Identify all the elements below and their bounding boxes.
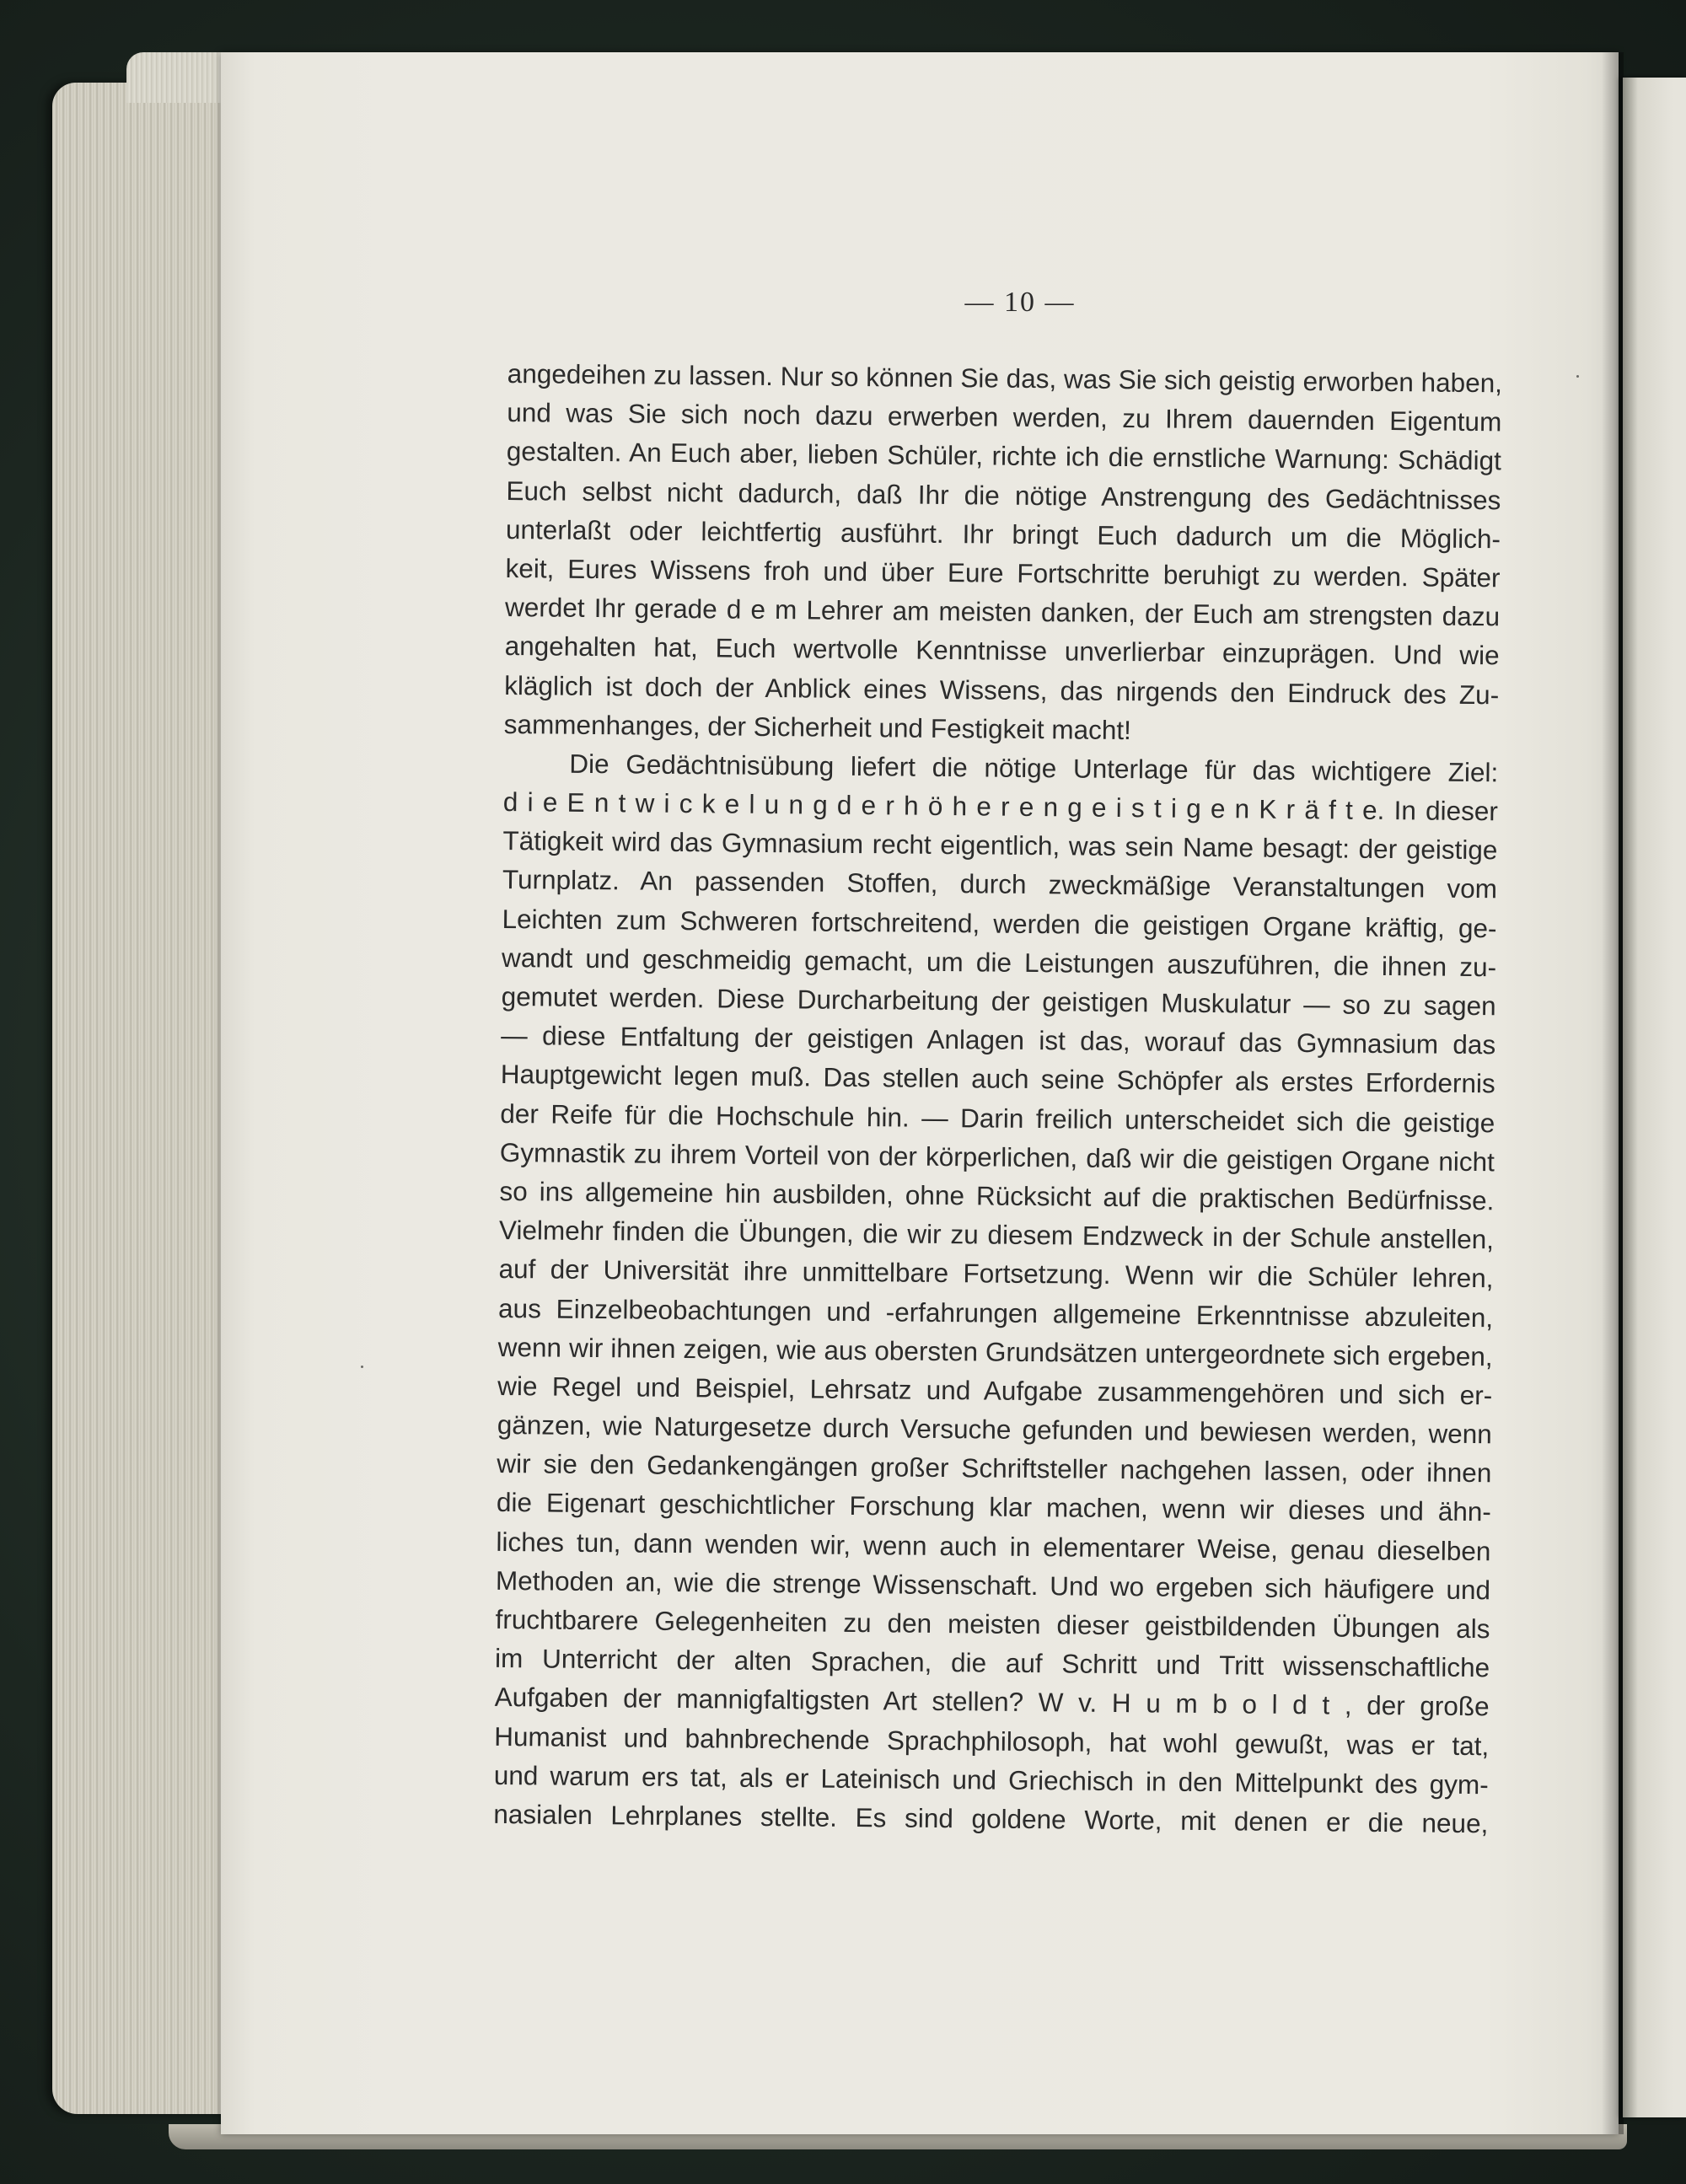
text-line: Humanist und bahnbrechende Sprachphilosoph, hat wohl gewußt, was er tat, [494, 1720, 1490, 1761]
text-line: Hauptgewicht legen muß. Das stellen auch seine Schöpfer als erstes Erfordernis [500, 1059, 1495, 1099]
text-line: sammenhanges, der Sicherheit und Festigkeit macht! [503, 708, 1132, 745]
text-line: Gymnastik zu ihrem Vorteil von der körperlichen, daß wir die geistigen Organe nicht [499, 1136, 1495, 1178]
text-line: keit, Eures Wissens froh und über Eure Fortschritte beruhigt zu werden. Später [505, 552, 1501, 593]
text-line: und was Sie sich noch dazu erwerben werden, zu Ihrem dauernden Eigentum [507, 397, 1502, 437]
text-line: angedeihen zu lassen. Nur so können Sie das, was Sie sich geistig erworben haben, [507, 357, 1503, 399]
text-line: — diese Entfaltung der geistigen Anlagen ist das, worauf das Gymnasium das [501, 1020, 1496, 1060]
text-line: fruchtbarere Gelegenheiten zu den meisten dieser geistbildenden Übungen als [495, 1603, 1490, 1645]
text-line: Turnplatz. An passenden Stoffen, durch zweckmäßige Veranstaltungen vom [502, 864, 1498, 904]
text-line: im Unterricht der alten Sprachen, die auf Schritt und Tritt wissenschaftliche [494, 1643, 1490, 1683]
body-text [493, 354, 1502, 1843]
text-line: kläglich ist doch der Anblick eines Wissens, das nirgends den Eindruck des Zu- [504, 669, 1500, 710]
book-page-edges-top [126, 52, 236, 103]
text-line: gemutet werden. Diese Durcharbeitung der geistigen Muskulatur — so zu sagen [501, 980, 1496, 1022]
text-line: liches tun, dann wenden wir, wenn auch in elementarer Weise, genau dieselben [496, 1526, 1491, 1566]
text-line: Die Gedächtnisübung liefert die nötige Unterlage für das wichtigere Ziel: [569, 748, 1499, 788]
text-line: die Eigenart geschichtlicher Forschung klar machen, wenn wir dieses und ähn- [496, 1487, 1492, 1527]
margin-speck [361, 1366, 363, 1368]
text-line: angehalten hat, Euch wertvolle Kenntnisse unverlierbar einzuprägen. Und wie [504, 631, 1500, 671]
margin-speck [1576, 375, 1579, 378]
text-line: wenn wir ihnen zeigen, wie aus obersten Grundsätzen untergeordnete sich ergeben, [497, 1331, 1493, 1371]
text-line: d i e E n t w i c k e l u n g d e r h ö h e r e n g e i s t i g e n K r ä f t e. In dieser [502, 786, 1499, 827]
text-line: wandt und geschmeidig gemacht, um die Leistungen auszuführen, die ihnen zu- [501, 942, 1497, 983]
facing-page [1623, 78, 1686, 2117]
text-line: gänzen, wie Naturgesetze durch Versuche gefunden und bewiesen werden, wenn [497, 1409, 1492, 1450]
text-line: werdet Ihr gerade d e m Lehrer am meisten danken, der Euch am strengsten dazu [504, 592, 1501, 632]
gutter-shadow [1602, 52, 1624, 2134]
text-line: und warum ers tat, als er Lateinisch und Griechisch in den Mittelpunkt des gym- [493, 1759, 1489, 1800]
text-line: auf der Universität ihre unmittelbare Fortsetzung. Wenn wir die Schüler lehren, [498, 1253, 1494, 1294]
text-line: Methoden an, wie die strenge Wissenschaft. Und wo ergeben sich häufigere und [495, 1564, 1491, 1606]
text-line: Vielmehr finden die Übungen, die wir zu diesem Endzweck in der Schule anstellen, [498, 1215, 1495, 1255]
text-line: Leichten zum Schweren fortschreitend, werden die geistigen Organe kräftig, ge- [502, 903, 1497, 943]
text-line: Tätigkeit wird das Gymnasium recht eigentlich, was sein Name besagt: der geistige [502, 825, 1498, 866]
text-line: aus Einzelbeobachtungen und -erfahrungen allgemeine Erkenntnisse abzuleiten, [497, 1292, 1494, 1333]
text-line: nasialen Lehrplanes stellte. Es sind goldene Worte, mit denen er die neue, [493, 1798, 1489, 1839]
text-line: der Reife für die Hochschule hin. — Darin freilich unterscheidet sich die geistige [500, 1097, 1495, 1138]
text-line: gestalten. An Euch aber, lieben Schüler, richte ich die ernstliche Warnung: Schädigt [506, 436, 1502, 476]
text-line: Aufgaben der mannigfaltigsten Art stellen? W v. H u m b o l d t , der große [494, 1682, 1490, 1722]
book-page-edges [52, 83, 229, 2114]
text-line: unterlaßt oder leichtfertig ausführt. Ihr bringt Euch dadurch um die Möglich- [505, 513, 1501, 555]
text-line: wie Regel und Beispiel, Lehrsatz und Aufgabe zusammengehören und sich er- [497, 1370, 1493, 1411]
text-line: wir sie den Gedankengängen großer Schriftsteller nachgehen lassen, oder ihnen [497, 1448, 1492, 1489]
page-number: — 10 — [964, 287, 1076, 318]
text-line: Euch selbst nicht dadurch, daß Ihr die nötige Anstrengung des Gedächtnisses [506, 475, 1501, 515]
text-line: so ins allgemeine hin ausbilden, ohne Rücksicht auf die praktischen Bedürfnisse. [499, 1175, 1495, 1216]
